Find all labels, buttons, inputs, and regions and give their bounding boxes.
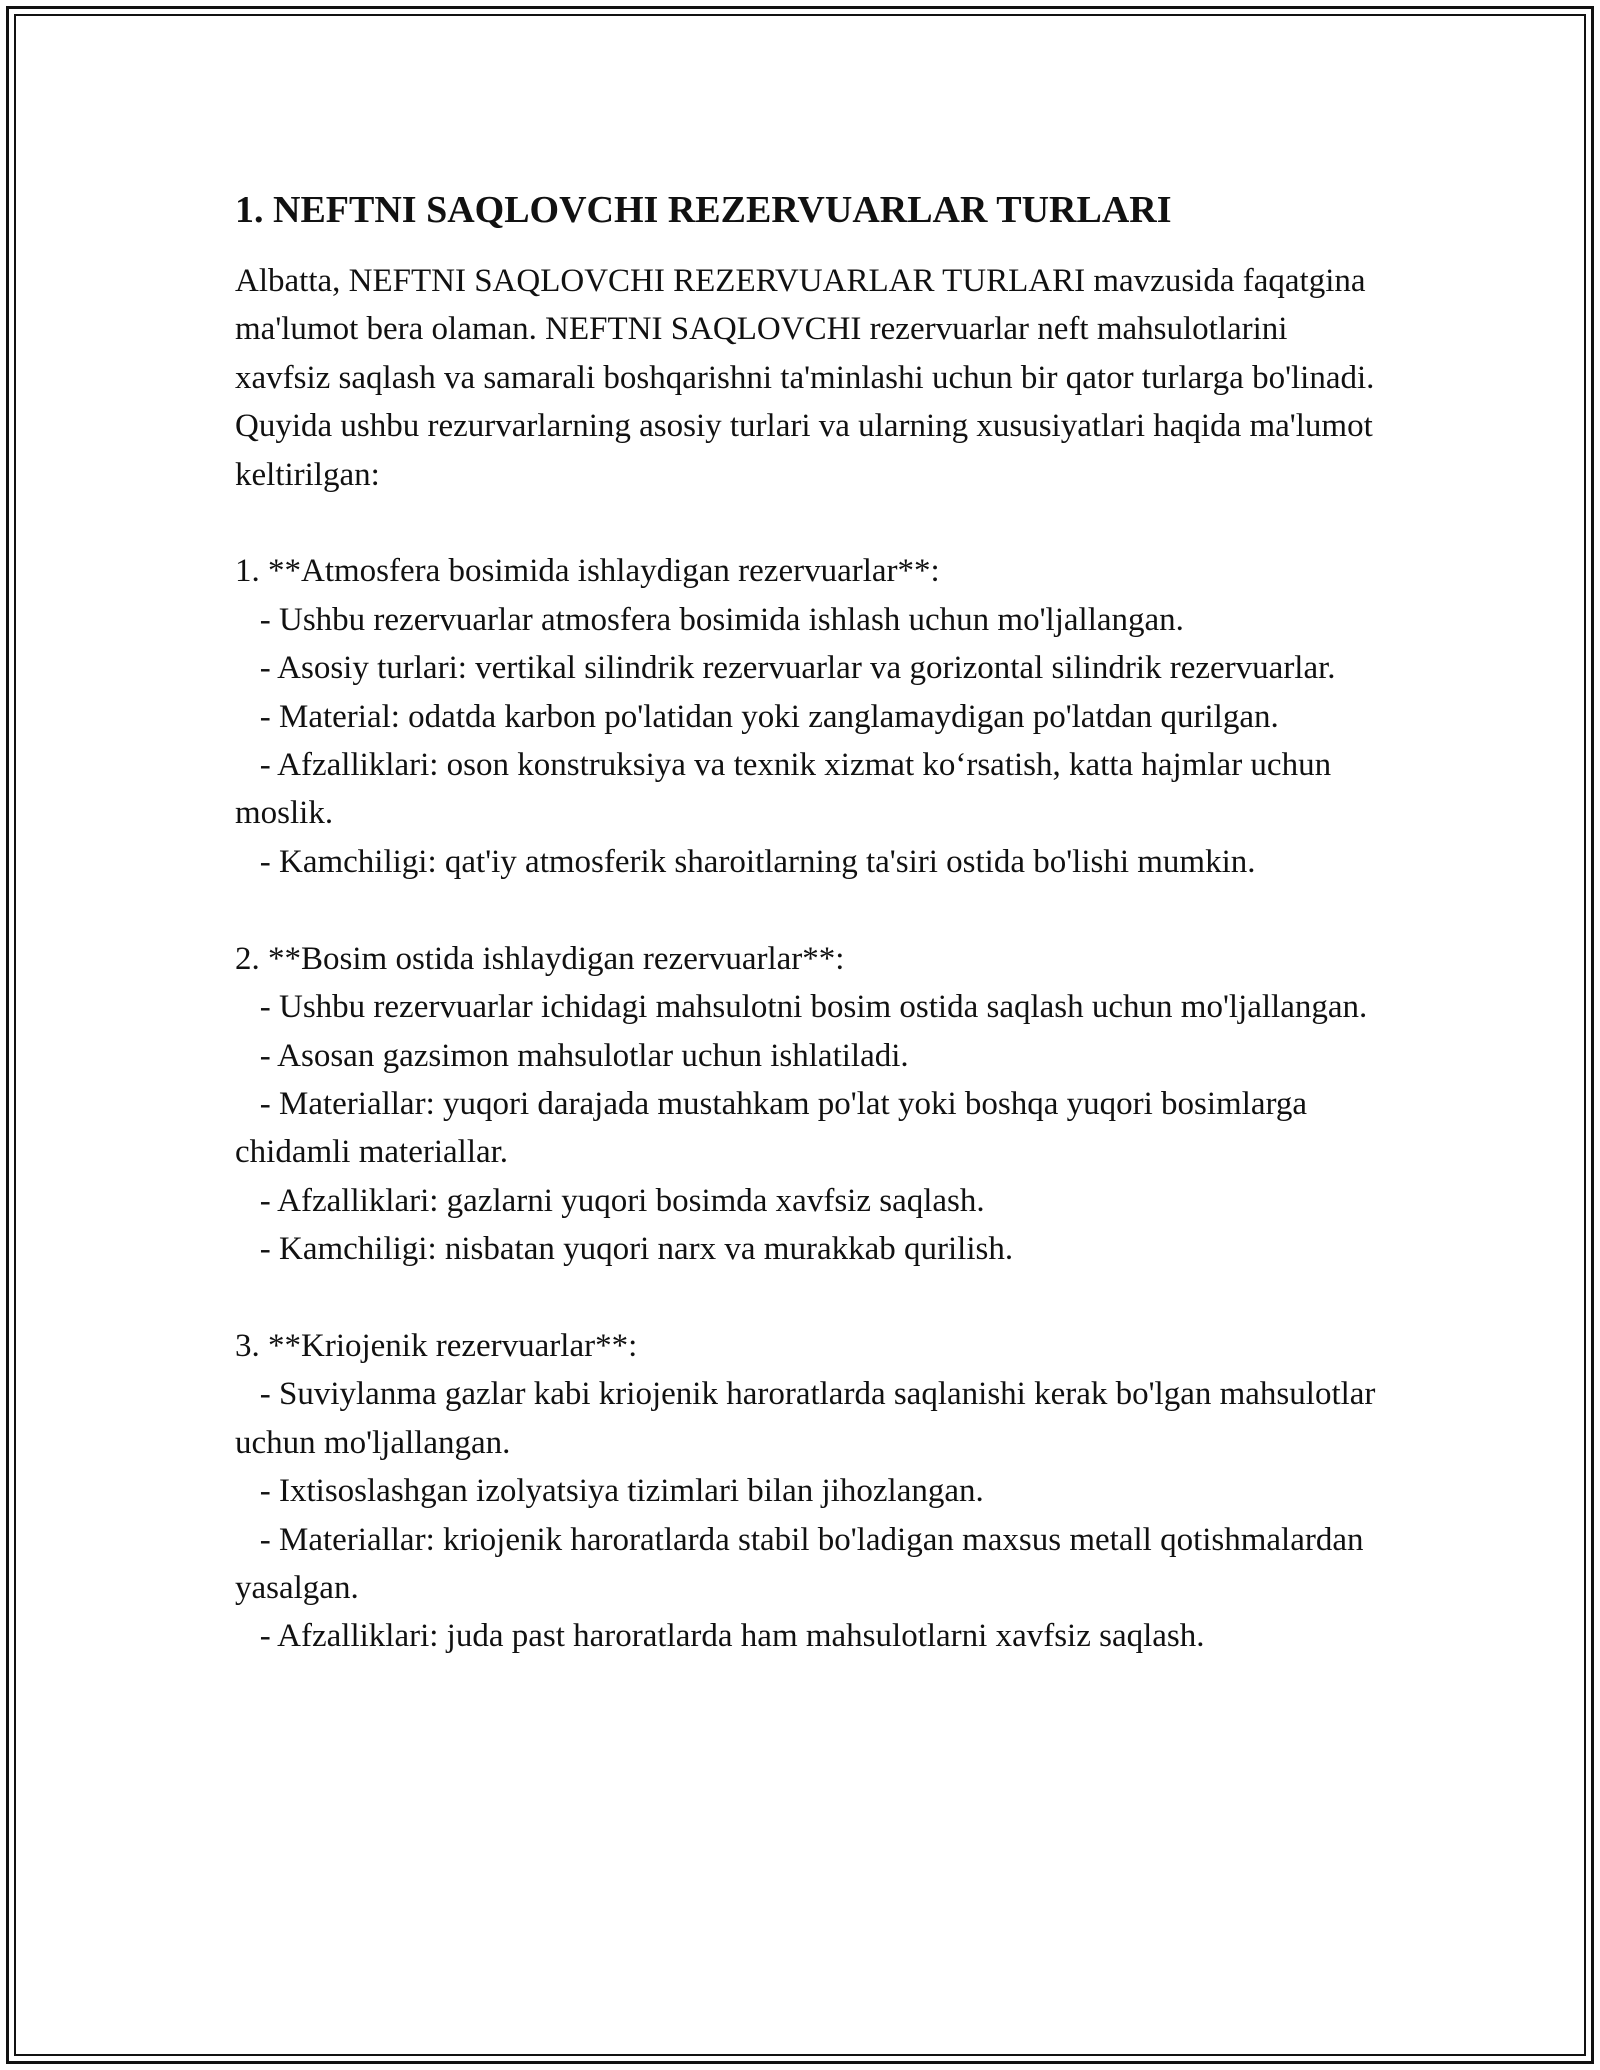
list-item: - Ushbu rezervuarlar ichidagi mahsulotni bosim ostida saqlash uchun mo'ljallangan. [235, 989, 1368, 1026]
list-item: - Ushbu rezervuarlar atmosfera bosimida ishlash uchun mo'ljallangan. [235, 601, 1184, 638]
section-pressure [235, 935, 1385, 1274]
section-heading: 1. **Atmosfera bosimida ishlaydigan rezervuarlar**: [235, 553, 940, 590]
list-item: - Afzalliklari: juda past haroratlarda ham mahsulotlarni xavfsiz saqlash. [235, 1618, 1205, 1655]
blank-line [235, 886, 1385, 934]
intro-paragraph: Albatta, NEFTNI SAQLOVCHI REZERVUARLAR TURLARI mavzusida faqatgina ma'lumot bera olaman. NEFTNI SAQLOVCHI rezervuarlar neft mahsulotlarini xavfsiz saqlash va samarali boshqarishni ta'minlashi uchun bir qator turlarga bo'linadi. Quyida ushbu rezurvarlarning asosiy turlari va ularning xususiyatlari haqida ma'lumot keltirilgan: [235, 263, 1383, 493]
list-item: - Kamchiligi: qat'iy atmosferik sharoitlarning ta'siri ostida bo'lishi mumkin. [235, 843, 1256, 880]
list-item: - Ixtisoslashgan izolyatsiya tizimlari bilan jihozlangan. [235, 1473, 984, 1510]
list-item: - Asosan gazsimon mahsulotlar uchun ishlatiladi. [235, 1037, 909, 1074]
list-item: - Materiallar: kriojenik haroratlarda stabil bo'ladigan maxsus metall qotishmalardan yasalgan. [235, 1521, 1372, 1606]
list-item: - Suviylanma gazlar kabi kriojenik haroratlarda saqlanishi kerak bo'lgan mahsulotlar uchun mo'ljallangan. [235, 1376, 1384, 1461]
section-cryogenic [235, 1322, 1385, 1661]
blank-line [235, 499, 1385, 547]
list-item: - Afzalliklari: gazlarni yuqori bosimda xavfsiz saqlash. [235, 1182, 985, 1219]
list-item: - Asosiy turlari: vertikal silindrik rezervuarlar va gorizontal silindrik rezervuarlar. [235, 650, 1336, 687]
page-title: 1. NEFTNI SAQLOVCHI REZERVUARLAR TURLARI [235, 189, 1172, 231]
blank-line [235, 1274, 1385, 1322]
section-atmospheric [235, 547, 1385, 886]
section-heading: 2. **Bosim ostida ishlaydigan rezervuarlar**: [235, 940, 845, 977]
list-item: - Kamchiligi: nisbatan yuqori narx va murakkab qurilish. [235, 1231, 1014, 1268]
list-item: - Material: odatda karbon po'latidan yoki zanglamaydigan po'latdan qurilgan. [235, 698, 1279, 735]
document-page [235, 186, 1385, 1661]
list-item: - Materiallar: yuqori darajada mustahkam po'lat yoki boshqa yuqori bosimlarga chidamli materiallar. [235, 1085, 1316, 1171]
list-item: - Afzalliklari: oson konstruksiya va texnik xizmat ko‘rsatish, katta hajmlar uchun moslik. [235, 747, 1340, 832]
section-heading: 3. **Kriojenik rezervuarlar**: [235, 1327, 638, 1364]
